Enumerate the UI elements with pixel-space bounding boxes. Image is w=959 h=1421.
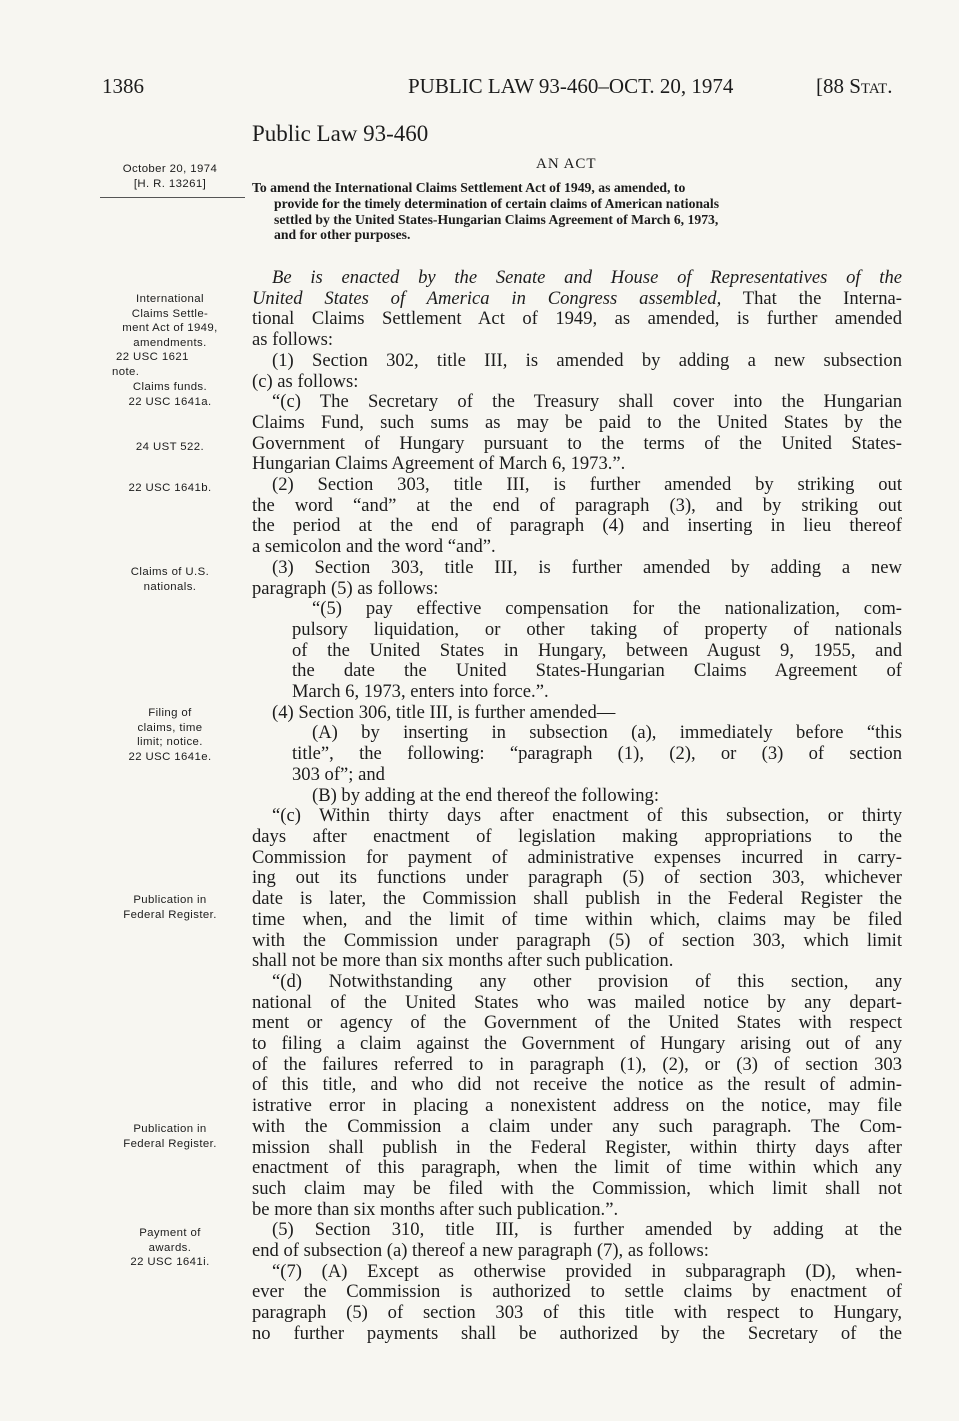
body-line: paragraph (5) as follows:: [252, 577, 439, 599]
body-line: (c) as follows:: [252, 370, 359, 392]
body-line: istrative error in placing a nonexistent address on the notice, may file: [252, 1095, 902, 1117]
body-line: date is later, the Commission shall publish in the Federal Register the: [252, 888, 902, 910]
body-line: with the Commission a claim under any such paragraph. The Com-: [252, 1115, 902, 1137]
margin-note: Claims of U.S. nationals.: [130, 566, 210, 593]
body-line: “(d) Notwithstanding any other provision of this section, any: [272, 970, 902, 992]
body-line: of the failures referred to in paragraph (1), (2), or (3) of section 303: [252, 1053, 902, 1075]
body-line: ing out its functions under paragraph (5) of section 303, whichever: [252, 867, 902, 889]
margin-note: Claims funds. 22 USC 1641a.: [128, 381, 212, 408]
enacting-clause-line: Be is enacted by the Senate and House of Representatives of the: [272, 267, 902, 288]
body-line: days after enactment of legislation making appropriations to the: [252, 825, 902, 847]
purpose-line: and for other purposes.: [274, 227, 411, 243]
body-line: (2) Section 303, title III, is further amended by striking out: [272, 474, 902, 496]
body-line: (5) Section 310, title III, is further amended by adding at the: [272, 1219, 902, 1241]
body-line: with the Commission under paragraph (5) of section 303, which limit: [252, 929, 902, 951]
body-line: 303 of”; and: [292, 763, 385, 785]
page-number: 1386: [102, 74, 144, 98]
body-line: Hungarian Claims Agreement of March 6, 1973.”.: [252, 453, 626, 475]
statute-reference: [88 Stat.: [816, 74, 893, 98]
bill-number: [H. R. 13261]: [133, 178, 207, 190]
margin-note: 22 USC 1621 note.: [112, 351, 189, 378]
law-title: Public Law 93-460: [252, 121, 429, 146]
body-line: (4) Section 306, title III, is further amended—: [272, 701, 616, 723]
body-line: of this title, and who did not receive the notice as the result of admin-: [252, 1074, 902, 1096]
margin-note: Filing of claims, time limit; notice. 22 USC 1641e.: [128, 707, 212, 763]
body-line: a semicolon and the word “and”.: [252, 536, 496, 558]
margin-note: 22 USC 1641b.: [128, 482, 212, 494]
body-line: mission shall publish in the Federal Register, within thirty days after: [252, 1136, 902, 1158]
body-line: the word “and” at the end of paragraph (3), and by striking out: [252, 494, 902, 516]
body-line: as follows:: [252, 329, 334, 351]
body-line: such claim may be filed with the Commission, which limit shall not: [252, 1177, 902, 1199]
body-line: ment or agency of the Government of the United States with respect: [252, 1012, 902, 1034]
body-line: (A) by inserting in subsection (a), immediately before “this: [312, 722, 902, 744]
body-line: (B) by adding at the end thereof the following:: [312, 784, 659, 806]
body-line: March 6, 1973, enters into force.”.: [292, 681, 549, 703]
body-line: enactment of this paragraph, when the limit of time within which any: [252, 1157, 902, 1179]
purpose-statement: [252, 180, 904, 243]
purpose-line: To amend the International Claims Settlement Act of 1949, as amended, to: [252, 180, 686, 195]
body-line: ever the Commission is authorized to settle claims by enactment of: [252, 1281, 902, 1303]
body-line: Government of Hungary pursuant to the terms of the United States-: [252, 432, 902, 454]
body-line: time when, and the limit of time within which, claims may be filed: [252, 908, 902, 930]
body-line: “(c) Within thirty days after enactment of this subsection, or thirty: [272, 805, 902, 827]
body-line: title”, the following: “paragraph (1), (2), or (3) of section: [292, 743, 902, 765]
body-line: (3) Section 303, title III, is further amended by adding a new: [272, 556, 902, 578]
body-line: (1) Section 302, title III, is amended by adding a new subsection: [272, 349, 902, 371]
body-line: “(5) pay effective compensation for the nationalization, com-: [312, 598, 902, 620]
running-title: PUBLIC LAW 93-460–OCT. 20, 1974: [408, 74, 734, 98]
enactment-date: October 20, 1974: [122, 163, 218, 175]
body-line: tional Claims Settlement Act of 1949, as amended, is further amended: [252, 308, 902, 330]
body-line: of the United States in Hungary, between August 9, 1955, and: [292, 639, 902, 661]
body-line: Claims Fund, such sums as may be paid to the United States by the: [252, 411, 902, 433]
body-line: be more than six months after such publication.”.: [252, 1198, 619, 1220]
enacting-clause-line: United States of America in Congress assembled, That the Interna-: [252, 287, 902, 309]
margin-note: Payment of awards. 22 USC 1641i.: [130, 1227, 210, 1268]
body-line: paragraph (5) of section 303 of this title with respect to Hungary,: [252, 1302, 902, 1324]
body-line: national of the United States who was mailed notice by any depart-: [252, 991, 902, 1013]
body-line: end of subsection (a) thereof a new paragraph (7), as follows:: [252, 1240, 709, 1262]
margin-note: Publication in Federal Register.: [123, 894, 217, 921]
purpose-line: settled by the United States-Hungarian Claims Agreement of March 6, 1973,: [274, 211, 719, 227]
body-line: Commission for payment of administrative expenses incurred in carry-: [252, 846, 902, 868]
divider: [100, 197, 245, 198]
act-label: AN ACT: [536, 156, 597, 172]
body-line: pulsory liquidation, or other taking of property of nationals: [292, 618, 902, 640]
body-line: the date the United States-Hungarian Claims Agreement of: [292, 660, 902, 682]
margin-note: Publication in Federal Register.: [123, 1123, 217, 1150]
margin-note: 24 UST 522.: [135, 441, 205, 453]
statute-body: [252, 268, 902, 1345]
body-line: “(7) (A) Except as otherwise provided in subparagraph (D), when-: [272, 1260, 902, 1282]
body-line: no further payments shall be authorized by the Secretary of the: [252, 1322, 902, 1344]
body-line: to filing a claim against the Government of Hungary arising out of any: [252, 1033, 902, 1055]
body-line: “(c) The Secretary of the Treasury shall cover into the Hungarian: [272, 391, 902, 413]
margin-note: International Claims Settle- ment Act of 1949, amendments.: [122, 293, 218, 349]
body-line: shall not be more than six months after such publication.: [252, 950, 674, 972]
body-line: the period at the end of paragraph (4) and inserting in lieu thereof: [252, 515, 902, 537]
purpose-line: provide for the timely determination of certain claims of American nationals: [274, 195, 720, 211]
